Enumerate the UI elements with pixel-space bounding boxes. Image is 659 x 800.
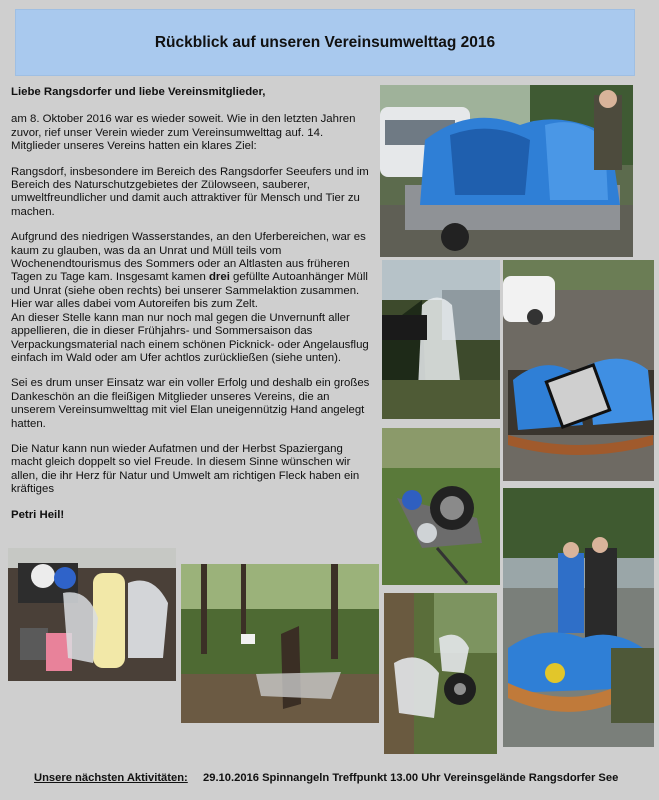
cleanup-count: drei <box>208 271 230 284</box>
paragraph-thanks: Sei es drum unser Einsatz war ein voller Erfolg und deshalb ein großes Dankeschön an die fleißigen Mitglieder unseres Vereins, die an unserem Vereinsumwelttag mit viel Elan uneigennützig Hand angelegt hatten. <box>11 377 370 430</box>
photo-trailer <box>380 85 633 257</box>
photo-forest <box>181 564 379 723</box>
paragraph-closing: Die Natur kann nun wieder Aufatmen und der Herbst Spaziergang macht gleich doppelt so viel Freude. In diesem Sinne wünschen wir allen, die ihr Herz für Natur und Umwelt am richtigen Fleck haben ein kräftiges <box>11 442 360 496</box>
paragraph-goal: Rangsdorf, insbesondere im Bereich des Rangsdorfer Seeufers und im Bereich des Naturschutzgebietes der Zülowseen, sauberer, umweltfreundlicher und damit auch attraktiver für Mensch und Tier zu machen. <box>11 165 369 218</box>
paragraph-cleanup <box>11 231 375 365</box>
greeting: Liebe Rangsdorfer und liebe Vereinsmitglieder, <box>11 86 266 98</box>
cleanup-text-a: Aufgrund des niedrigen Wasserstandes, an den Uferbereichen, war es kaum zu glauben, was da an Unrat und Müll teils vom Wochenendtourismus des Sommers oder an Altlasten aus früheren Tagen zu Tage kam. Insgesamt kamen <box>11 231 366 284</box>
cleanup-text-c: Hier war alles dabei vom Autoreifen bis zum Zelt. <box>11 298 258 311</box>
photo-members <box>503 488 654 747</box>
photo-shore <box>382 260 500 419</box>
page-title: Rückblick auf unseren Vereinsumwelttag 2016 <box>154 33 496 51</box>
footer-label: Unsere nächsten Aktivitäten: <box>34 772 188 784</box>
photo-tree-bags <box>384 593 497 754</box>
signoff: Petri Heil! <box>11 508 65 521</box>
photo-buckets <box>8 548 176 681</box>
cleanup-text-d: An dieser Stelle kann man nur noch mal gegen die Unvernunft aller appellieren, die in dieser Frühjahrs- und Sommersaison das Verpackungsmaterial nach einem schönen Picknick- oder Angelausflug einfach im Wald oder am Ufer achtlos zurückließen (siehe unten). <box>11 311 369 364</box>
photo-wheelbarrow <box>382 428 500 585</box>
footer-activity: 29.10.2016 Spinnangeln Treffpunkt 13.00 Uhr Vereinsgelände Rangsdorfer See <box>203 772 619 784</box>
photo-tarp <box>503 260 654 481</box>
article-text <box>11 86 375 534</box>
cleanup-text-b: gefüllte Autoanhänger Müll und Unrat (siehe oben rechts) bei unserer Sammelaktion zusammen. <box>11 271 368 297</box>
paragraph-intro: am 8. Oktober 2016 war es wieder soweit. Wie in den letzten Jahren zuvor, rief unser Verein wieder zum Vereinsumwelttag auf. 14. Mitglieder unseres Vereins hatten ein klares Ziel: <box>11 113 356 153</box>
page-header <box>15 9 635 76</box>
